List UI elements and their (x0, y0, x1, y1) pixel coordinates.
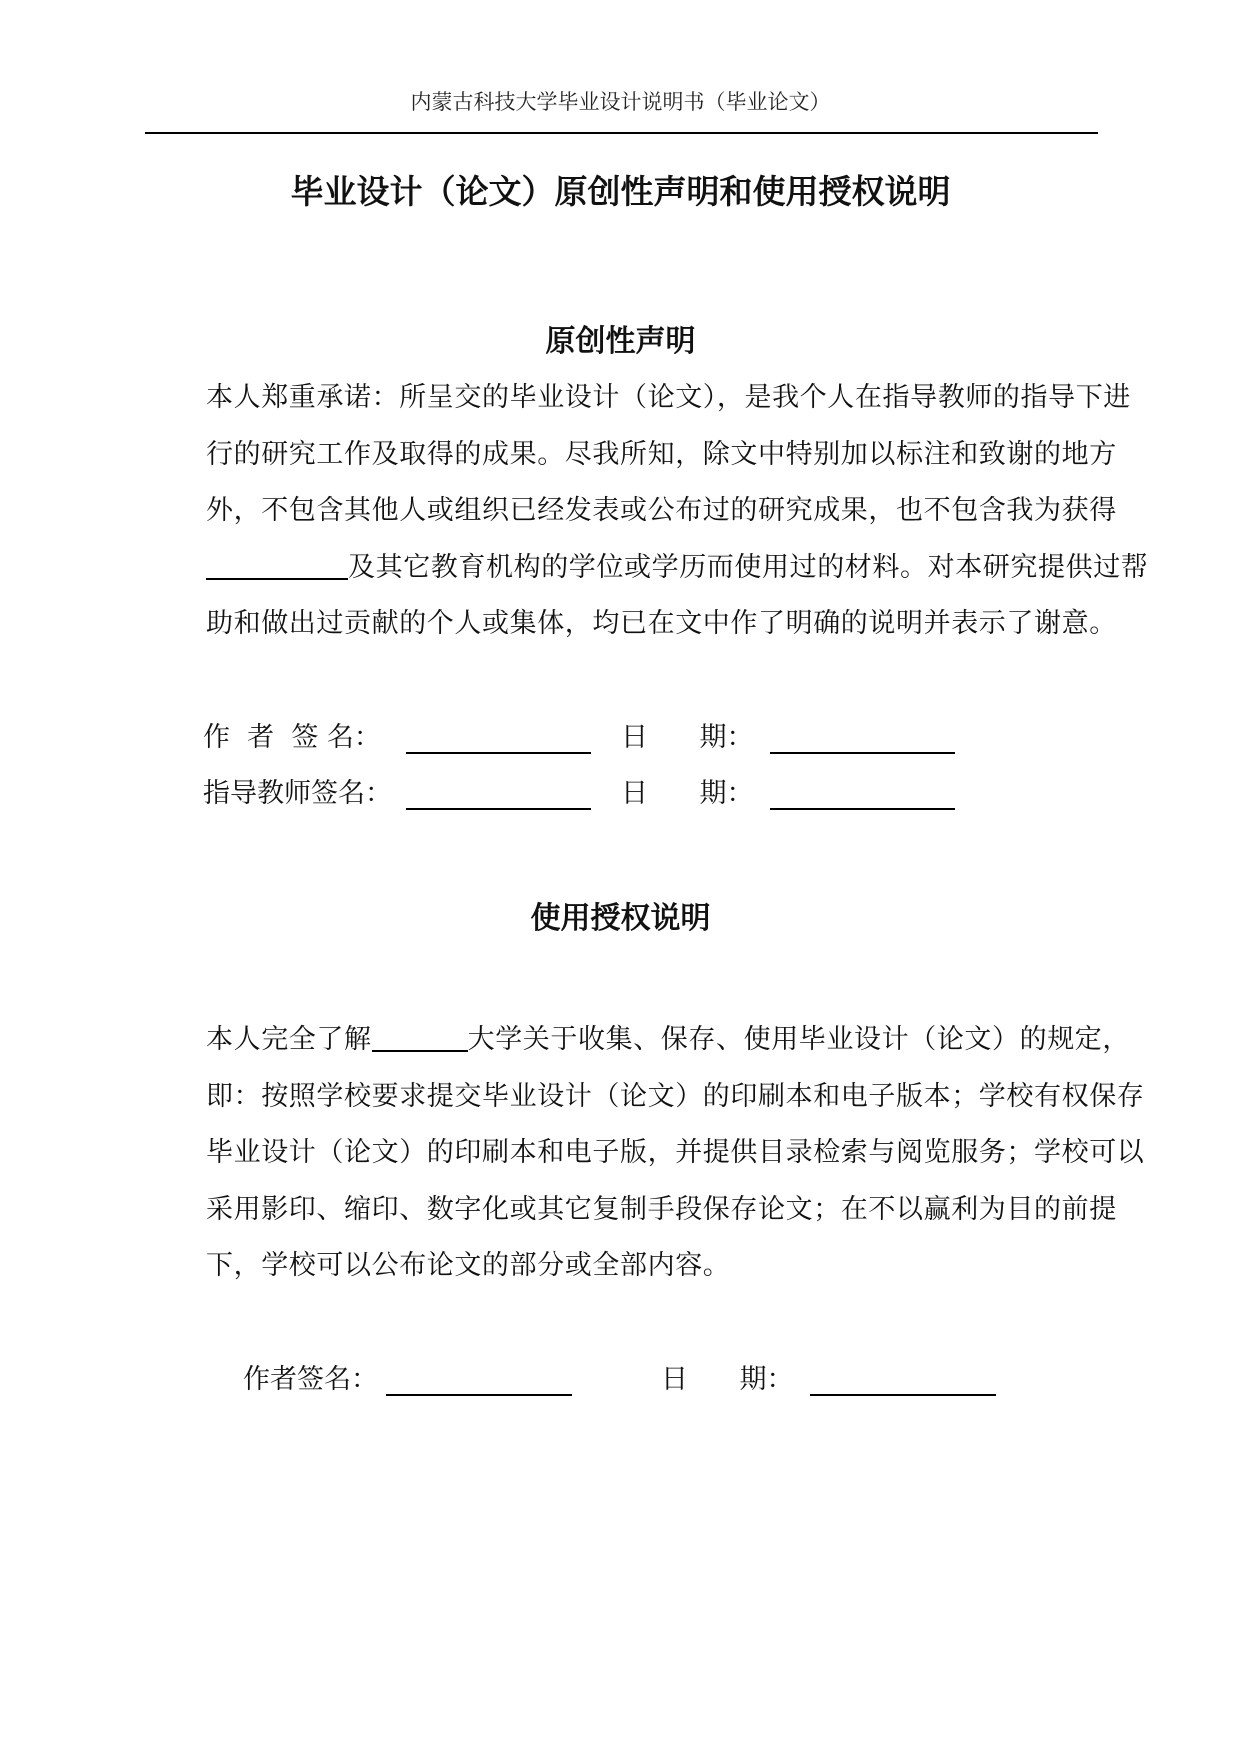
advisor-signature-row (203, 774, 1003, 814)
authorization-text-part1: 本人完全了解 (206, 1024, 372, 1055)
originality-text-part1: 本人郑重承诺：所呈交的毕业设计（论文），是我个人在指导教师的指导下进行的研究工作及取得的成果。尽我所知，除文中特别加以标注和致谢的地方外，不包含其他人或组织已经发表或公布过的研究成果，也不包含我为获得 (206, 382, 1131, 527)
final-date-label: 日 期： (661, 1364, 794, 1395)
authorization-paragraph (150, 1012, 1156, 1295)
originality-text-part2: 及其它教育机构的学位或学历而使用过的材料。对本研究提供过帮助和做出过贡献的个人或集体，均已在文中作了明确的说明并表示了谢意。 (206, 551, 1149, 640)
document-title: 毕业设计（论文）原创性声明和使用授权说明 (290, 172, 951, 211)
author-signature-label: 作 者 签 名： (203, 722, 381, 753)
author-date-field[interactable] (770, 752, 955, 754)
final-author-signature-label: 作者签名： (243, 1364, 378, 1395)
final-date-field[interactable] (810, 1394, 996, 1396)
degree-blank[interactable] (206, 548, 348, 580)
final-author-signature-field[interactable] (386, 1394, 572, 1396)
advisor-signature-field[interactable] (406, 808, 591, 810)
author-signature-row (203, 718, 1003, 758)
originality-paragraph (150, 370, 1156, 653)
university-blank[interactable] (372, 1020, 468, 1052)
advisor-signature-label: 指导教师签名： (203, 778, 392, 809)
running-header: 内蒙古科技大学毕业设计说明书（毕业论文） (410, 90, 831, 114)
header-divider (145, 132, 1098, 134)
advisor-date-field[interactable] (770, 808, 955, 810)
author-signature-field[interactable] (406, 752, 591, 754)
authorization-heading: 使用授权说明 (530, 901, 711, 936)
authorization-text-part2: 大学关于收集、保存、使用毕业设计（论文）的规定，即：按照学校要求提交毕业设计（论文）的印刷本和电子版本；学校有权保存毕业设计（论文）的印刷本和电子版，并提供目录检索与阅览服务；学校可以采用影印、缩印、数字化或其它复制手段保存论文；在不以赢利为目的前提下，学校可以公布论文的部分或全部内容。 (206, 1024, 1145, 1282)
final-signature-row (243, 1360, 1043, 1400)
originality-heading: 原创性声明 (545, 324, 696, 359)
advisor-date-label: 日 期： (621, 778, 754, 809)
author-date-label: 日 期： (621, 722, 754, 753)
